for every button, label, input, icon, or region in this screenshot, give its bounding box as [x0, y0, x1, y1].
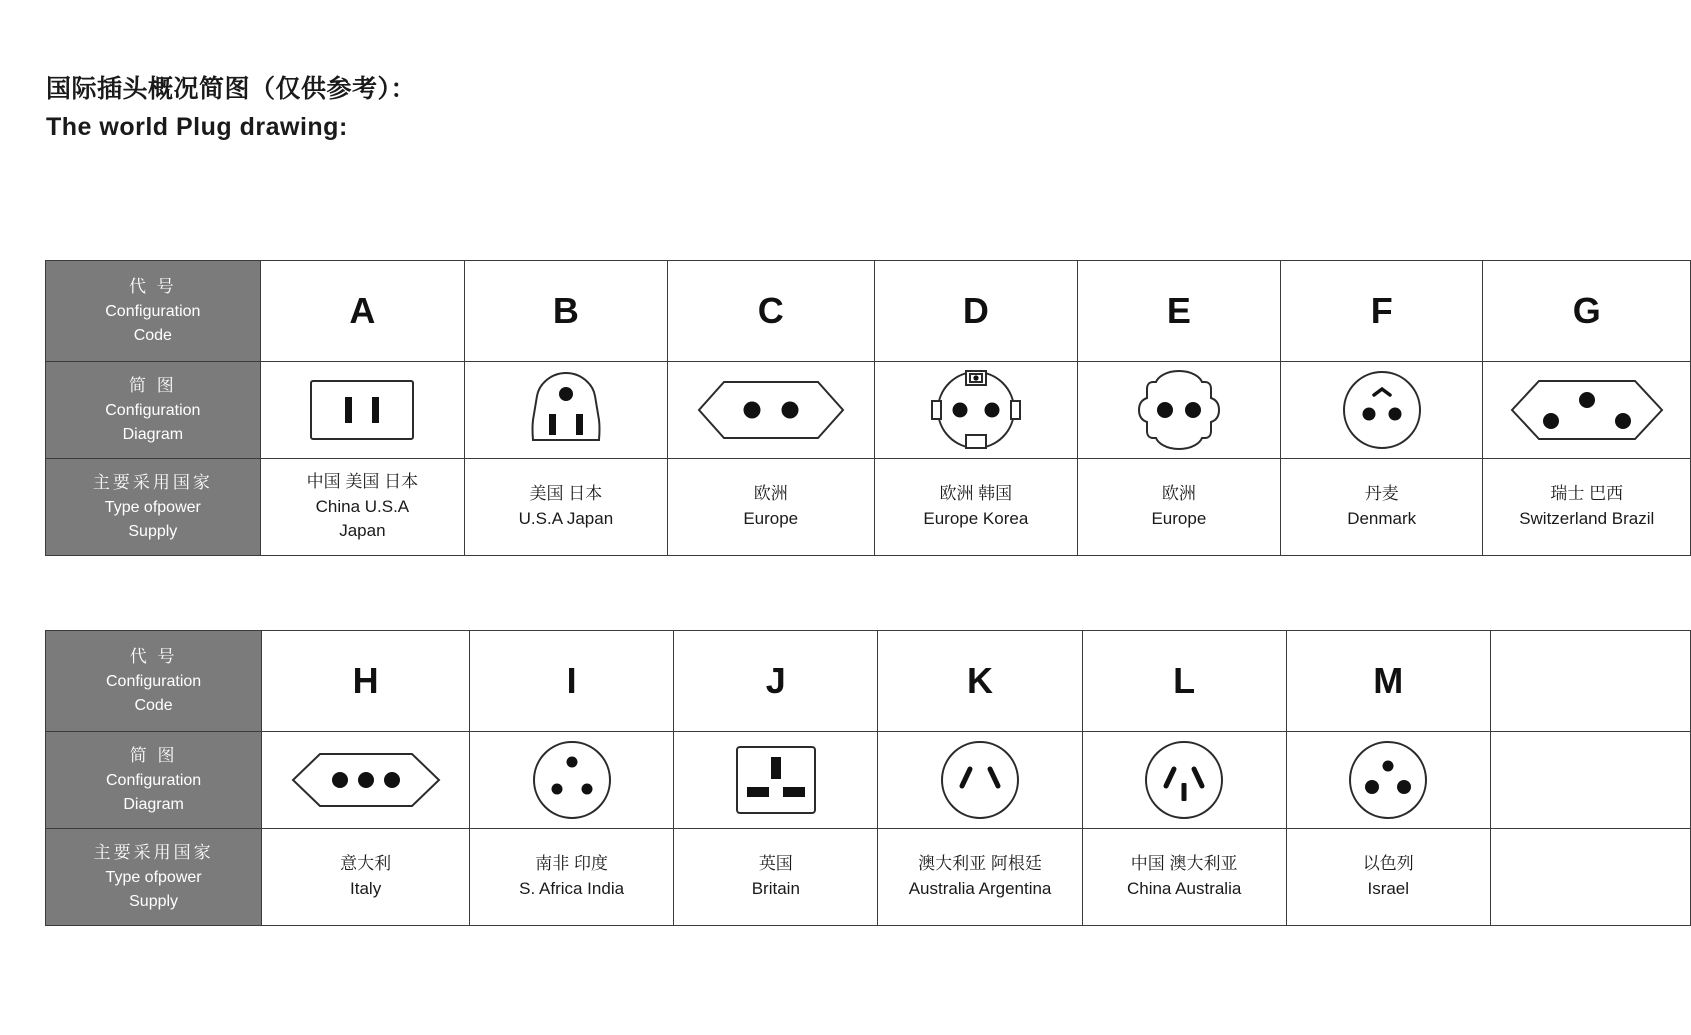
plug-type-j-icon — [733, 743, 819, 817]
table-row — [46, 261, 1691, 362]
row-header-en-line2: Diagram — [123, 795, 184, 813]
diagram-cell-b — [465, 362, 668, 459]
country-cn: 美国 日本 — [529, 484, 603, 504]
plug-type-d-icon — [931, 367, 1021, 453]
code-cell-b: B — [465, 261, 668, 362]
diagram-cell-i — [470, 732, 674, 829]
country-cell-k — [878, 829, 1082, 926]
country-cell-f — [1280, 459, 1483, 556]
row-header-configuration-diagram — [46, 732, 262, 829]
row-header-cn: 主要采用国家 — [93, 843, 214, 863]
country-en: Europe — [1151, 509, 1207, 528]
plug-type-k-icon — [939, 739, 1021, 821]
country-en: Europe — [743, 509, 799, 528]
country-cell-b — [465, 459, 668, 556]
row-header-en-line2: Supply — [129, 892, 179, 910]
page-title — [46, 72, 416, 144]
row-header-configuration-code — [46, 261, 261, 362]
country-en: China Australia — [1126, 879, 1242, 898]
plug-type-g-icon — [1509, 378, 1665, 442]
country-cn: 欧洲 — [753, 484, 788, 504]
country-cell-j — [674, 829, 878, 926]
row-header-en-line1: Type ofpower — [104, 498, 201, 516]
diagram-cell-d — [874, 362, 1077, 459]
row-header-type-of-power-supply — [46, 459, 261, 556]
code-cell-k: K — [878, 631, 1082, 732]
plug-type-f-icon — [1341, 369, 1423, 451]
row-header-en-line2: Code — [134, 696, 173, 714]
country-cn: 意大利 — [340, 854, 392, 874]
diagram-cell-m — [1286, 732, 1490, 829]
country-en: Britain — [751, 879, 800, 898]
plug-type-a-icon — [307, 375, 417, 445]
code-cell-j: J — [674, 631, 878, 732]
country-en: Europe Korea — [923, 509, 1029, 528]
country-cell-empty — [1490, 829, 1690, 926]
plug-type-b-icon — [525, 370, 607, 450]
country-en: China U.S.A — [315, 496, 410, 516]
country-cn: 英国 — [758, 854, 793, 874]
plug-table-first — [45, 260, 1691, 556]
table-row — [46, 459, 1691, 556]
page-title-cn: 国际插头概况简图（仅供参考）： — [46, 75, 417, 103]
plug-table-second — [45, 630, 1691, 926]
country-cn: 中国 澳大利亚 — [1130, 854, 1238, 874]
row-header-en-line1: Configuration — [105, 302, 201, 320]
table-row — [46, 362, 1691, 459]
country-cn: 欧洲 — [1161, 484, 1196, 504]
country-cn: 澳大利亚 阿根廷 — [918, 854, 1042, 874]
row-header-type-of-power-supply — [46, 829, 262, 926]
country-cn: 南非 印度 — [535, 854, 608, 874]
country-cell-e — [1077, 459, 1280, 556]
row-header-en-line1: Type ofpower — [105, 868, 202, 886]
code-cell-empty — [1490, 631, 1690, 732]
country-en: Japan — [339, 521, 386, 541]
code-cell-a: A — [260, 261, 464, 362]
code-cell-g: G — [1483, 261, 1691, 362]
code-cell-h: H — [262, 631, 470, 732]
row-header-cn: 代 号 — [128, 277, 177, 297]
country-cell-a — [260, 459, 464, 556]
code-cell-d: D — [874, 261, 1077, 362]
table-row — [46, 631, 1691, 732]
country-cell-l — [1082, 829, 1286, 926]
diagram-cell-l — [1082, 732, 1286, 829]
country-cn: 欧洲 韩国 — [939, 484, 1013, 504]
country-en: Italy — [350, 879, 382, 898]
code-cell-m: M — [1286, 631, 1490, 732]
row-header-en-line1: Configuration — [105, 401, 201, 419]
row-header-cn: 代 号 — [129, 647, 178, 667]
row-header-cn: 简 图 — [128, 376, 177, 396]
plug-type-m-icon — [1347, 739, 1429, 821]
country-cn: 中国 美国 日本 — [306, 472, 419, 492]
country-cn: 瑞士 巴西 — [1550, 484, 1624, 504]
diagram-cell-a — [260, 362, 464, 459]
diagram-cell-c — [667, 362, 874, 459]
country-en: Denmark — [1347, 509, 1417, 528]
diagram-cell-e — [1077, 362, 1280, 459]
plug-type-h-icon — [290, 751, 442, 809]
country-cn: 以色列 — [1362, 854, 1414, 874]
table-row — [46, 829, 1691, 926]
code-cell-l: L — [1082, 631, 1286, 732]
plug-type-l-icon — [1143, 739, 1225, 821]
country-en: U.S.A Japan — [518, 509, 614, 528]
code-cell-c: C — [667, 261, 874, 362]
diagram-cell-f — [1280, 362, 1483, 459]
row-header-en-line1: Configuration — [106, 771, 202, 789]
diagram-cell-h — [262, 732, 470, 829]
country-cell-i — [470, 829, 674, 926]
plug-type-c-icon — [696, 379, 846, 441]
row-header-cn: 简 图 — [129, 746, 178, 766]
row-header-en-line2: Code — [133, 326, 172, 344]
diagram-cell-g — [1483, 362, 1691, 459]
country-cell-m — [1286, 829, 1490, 926]
row-header-cn: 主要采用国家 — [92, 473, 213, 493]
diagram-cell-j — [674, 732, 878, 829]
country-cell-h — [262, 829, 470, 926]
country-en: Switzerland Brazil — [1519, 509, 1655, 528]
country-en: Israel — [1367, 879, 1410, 898]
code-cell-i: I — [470, 631, 674, 732]
country-cell-d — [874, 459, 1077, 556]
country-cell-c — [667, 459, 874, 556]
code-cell-e: E — [1077, 261, 1280, 362]
plug-type-i-icon — [531, 739, 613, 821]
table-row — [46, 732, 1691, 829]
country-cn: 丹麦 — [1364, 484, 1399, 504]
row-header-configuration-code — [46, 631, 262, 732]
page-title-en: The world Plug drawing: — [46, 113, 348, 141]
diagram-cell-k — [878, 732, 1082, 829]
plug-type-e-icon — [1135, 368, 1223, 452]
diagram-cell-empty — [1490, 732, 1690, 829]
country-en: Australia Argentina — [908, 879, 1052, 898]
row-header-en-line2: Diagram — [122, 425, 184, 443]
code-cell-f: F — [1280, 261, 1483, 362]
row-header-en-line2: Supply — [128, 522, 178, 540]
row-header-configuration-diagram — [46, 362, 261, 459]
row-header-en-line1: Configuration — [106, 672, 202, 690]
country-en: S. Africa India — [519, 879, 625, 898]
country-cell-g — [1483, 459, 1691, 556]
